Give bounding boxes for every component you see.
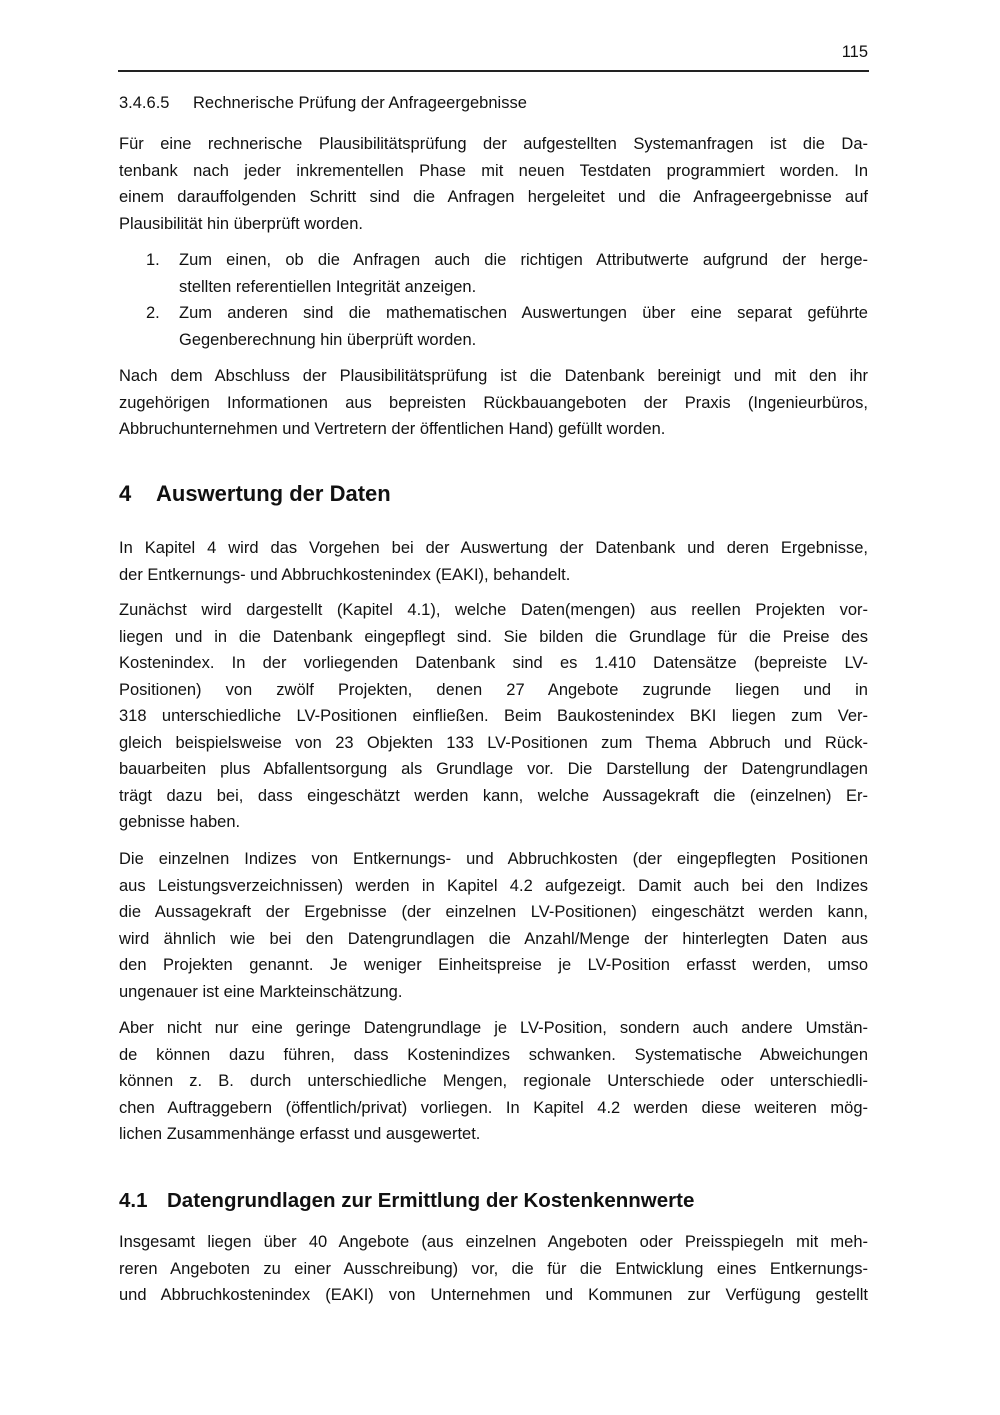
section-number: 3.4.6.5 [119,94,170,112]
text-line: stellten referentiellen Integrität anzeigen. [179,277,477,296]
text-line: Plausibilität hin überprüft worden. [119,214,363,233]
text-line: lichen Zusammenhänge erfasst und ausgewertet. [119,1125,481,1143]
paragraph [119,535,868,588]
paragraph [119,1229,868,1309]
text-line: zugehörigen Informationen aus bepreisten Rückbauangeboten der Praxis (Ingenieurbüros, [119,393,868,412]
text-line: Für eine rechnerische Plausibilitätsprüfung der aufgestellten Systemanfragen ist die Da- [119,135,868,153]
list-number: 2. [146,304,160,322]
list-number: 1. [146,251,160,269]
text-line: aus Leistungsverzeichnissen) werden in Kapitel 4.2 aufgezeigt. Damit auch bei den Indizes [119,876,868,895]
text-line: Zunächst wird dargestellt (Kapitel 4.1), welche Daten(mengen) aus reellen Projekten vor- [119,601,868,619]
text-line: tenbank nach jeder inkrementellen Phase mit neuen Testdaten programmiert worden. In [119,161,868,180]
text-line: gleich beispielsweise von 23 Objekten 133 LV-Positionen zum Thema Abbruch und Rück- [119,733,868,752]
text-line: der Entkernungs- und Abbruchkostenindex (EAKI), behandelt. [119,565,571,584]
text-line: chen Auftraggebern (öffentlich/privat) vorliegen. In Kapitel 4.2 werden diese weiteren mög- [119,1098,868,1117]
text-line: einem darauffolgenden Schritt sind die Anfragen hergeleitet und die Anfrageergebnisse auf [119,188,868,206]
text-line: Aber nicht nur eine geringe Datengrundlage je LV-Position, sondern auch andere Umstän- [119,1019,868,1037]
text-line: Insgesamt liegen über 40 Angebote (aus einzelnen Angeboten oder Preisspiegeln mit meh- [119,1233,868,1251]
list-item-text [179,300,868,353]
page-number: 115 [841,43,868,61]
text-line: liegen und in die Datenbank eingepflegt sind. Sie bilden die Grundlage für die Preise des [119,627,868,646]
section-heading-4-1 [119,1189,694,1213]
list-item [146,300,868,353]
text-line: gebnisse haben. [119,813,241,831]
text-line: können z. B. durch unterschiedliche Mengen, regionale Unterschiede oder unterschiedli- [119,1072,868,1090]
text-line: wird ähnlich wie bei den Datengrundlagen die Anzahl/Menge der hinterlegten Daten aus [119,929,868,948]
text-line: den Projekten genannt. Je weniger Einheitspreise je LV-Position erfasst werden, umso [119,956,868,974]
chapter-number: 4 [119,481,132,506]
chapter-heading [119,481,391,507]
text-line: In Kapitel 4 wird das Vorgehen bei der Auswertung der Datenbank und deren Ergebnisse, [119,539,868,557]
paragraph [119,846,868,1005]
header-rule [118,70,869,72]
text-line: die Aussagekraft der Ergebnisse (der einzelnen LV-Positionen) eingeschätzt werden kann, [119,903,868,921]
text-line: reren Angeboten zu einer Ausschreibung) vor, die für die Entwicklung eines Entkernungs- [119,1259,868,1278]
paragraph [119,1015,868,1148]
text-line: Die einzelnen Indizes von Entkernungs- und Abbruchkosten (der eingepflegten Positionen [119,850,868,868]
text-line: Nach dem Abschluss der Plausibilitätsprüfung ist die Datenbank bereinigt und mit den ihr [119,367,868,385]
text-line: de können dazu führen, dass Kostenindizes schwanken. Systematische Abweichungen [119,1045,868,1064]
section-number: 4.1 [119,1189,148,1212]
text-line: Positionen) von zwölf Projekten, denen 27 Angebote zugrunde liegen und in [119,680,868,699]
paragraph [119,363,868,443]
section-title: Rechnerische Prüfung der Anfrageergebnisse [193,94,527,112]
text-line: Zum anderen sind die mathematischen Auswertungen über eine separat geführte [179,304,868,322]
text-line: und Abbruchkostenindex (EAKI) von Unternehmen und Kommunen zur Verfügung gestellt [119,1286,868,1304]
text-line: Kostenindex. In der vorliegenden Datenbank sind es 1.410 Datensätze (bepreiste LV- [119,654,868,672]
text-line: bauarbeiten plus Abfallentsorgung als Grundlage vor. Die Darstellung der Datengrundlagen [119,760,868,778]
text-line: 318 unterschiedliche LV-Positionen einfließen. Beim Baukostenindex BKI liegen zum Ver- [119,707,868,725]
list-item-text [179,247,868,300]
text-line: trägt dazu bei, dass eingeschätzt werden kann, welche Aussagekraft die (einzelnen) Er- [119,786,868,805]
text-line: ungenauer ist eine Markteinschätzung. [119,982,403,1001]
section-heading-3-4-6-5 [119,94,527,113]
section-title: Datengrundlagen zur Ermittlung der Kostenkennwerte [167,1189,695,1212]
chapter-title: Auswertung der Daten [156,481,391,506]
text-line: Abbruchunternehmen und Vertretern der öffentlichen Hand) gefüllt worden. [119,420,666,438]
paragraph [119,131,868,237]
text-line: Zum einen, ob die Anfragen auch die richtigen Attributwerte aufgrund der herge- [179,251,868,269]
paragraph [119,597,868,836]
text-line: Gegenberechnung hin überprüft worden. [179,330,477,349]
list-item [146,247,868,300]
